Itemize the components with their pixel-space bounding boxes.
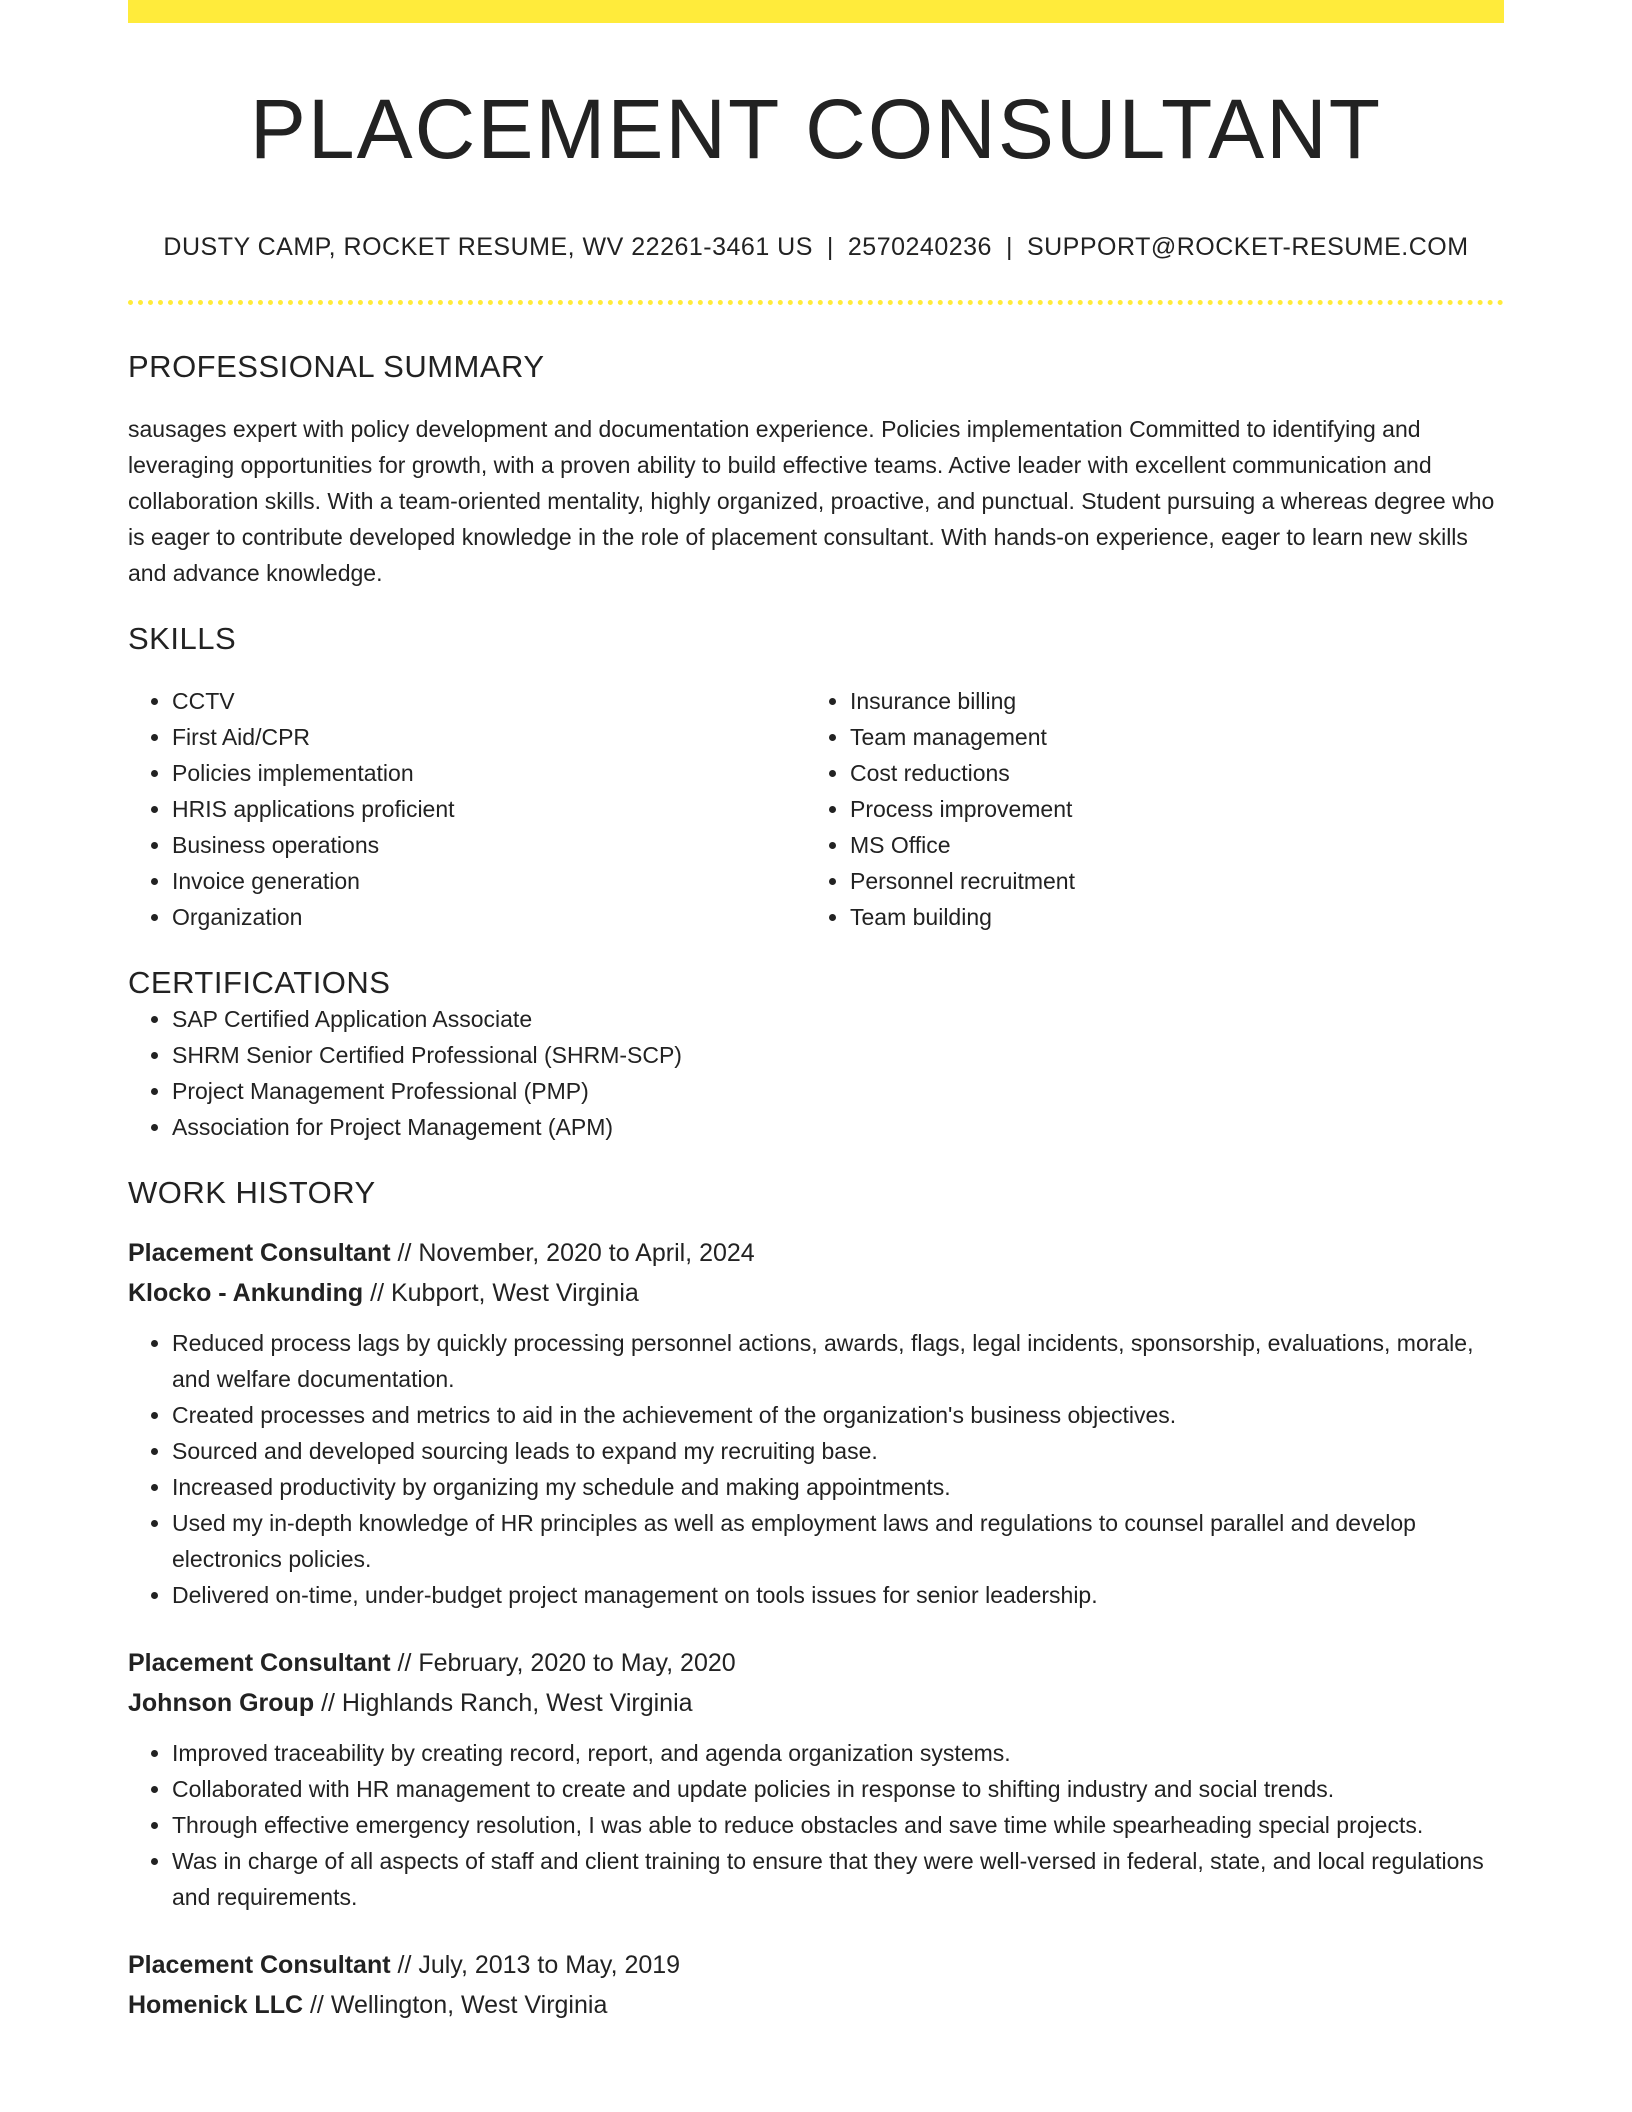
work-history-heading: WORK HISTORY [128, 1175, 376, 1211]
job-bullet: • Collaborated with HR management to create and update policies in response to shifting industry and social trends. [172, 1771, 1504, 1807]
job-dates: // November, 2020 to April, 2024 [397, 1239, 755, 1268]
skill-item: • Organization [172, 899, 806, 935]
job-bullets [128, 1735, 1504, 1915]
skill-item: • Cost reductions [850, 755, 1484, 791]
job-bullet: • Increased productivity by organizing my schedule and making appointments. [172, 1469, 1504, 1505]
skill-item: • Business operations [172, 827, 806, 863]
resume-name: PLACEMENT CONSULTANT [249, 82, 1383, 176]
top-accent-bar [128, 0, 1504, 23]
job-role: Placement Consultant [128, 1951, 391, 1980]
job-title-line [128, 1643, 1504, 1683]
job-bullet: • Through effective emergency resolution, I was able to reduce obstacles and save time while spearheading special projects. [172, 1807, 1504, 1843]
job-dates: // February, 2020 to May, 2020 [397, 1649, 736, 1678]
skills-heading: SKILLS [128, 621, 237, 657]
contact-phone: 2570240236 [847, 233, 992, 262]
job-location: // Kubport, West Virginia [370, 1279, 639, 1308]
job-entry [128, 1233, 1504, 1613]
skill-item: • Insurance billing [850, 683, 1484, 719]
certifications-heading: CERTIFICATIONS [128, 965, 391, 1001]
certifications-list [128, 1001, 1504, 1145]
job-entry [128, 1945, 1504, 2025]
job-bullet: • Was in charge of all aspects of staff and client training to ensure that they were well-versed in federal, state, and local regulations and requirements. [172, 1843, 1504, 1915]
job-bullet: • Created processes and metrics to aid in the achievement of the organization's business objectives. [172, 1397, 1504, 1433]
certification-item: • Association for Project Management (APM) [172, 1109, 1504, 1145]
certification-item: • SAP Certified Application Associate [172, 1001, 1504, 1037]
contact-address: DUSTY CAMP, ROCKET RESUME, WV 22261-3461 US [163, 233, 813, 262]
job-role: Placement Consultant [128, 1239, 391, 1268]
skills-list-left [128, 683, 806, 935]
skill-item: • Team building [850, 899, 1484, 935]
job-bullet: • Reduced process lags by quickly processing personnel actions, awards, flags, legal incidents, sponsorship, evaluations, morale, and welfare documentation. [172, 1325, 1504, 1397]
skill-item: • HRIS applications proficient [172, 791, 806, 827]
skill-item: • First Aid/CPR [172, 719, 806, 755]
job-bullet: • Delivered on-time, under-budget project management on tools issues for senior leadership. [172, 1577, 1504, 1613]
skill-item: • MS Office [850, 827, 1484, 863]
contact-email: SUPPORT@ROCKET-RESUME.COM [1026, 233, 1469, 262]
skill-item: • Policies implementation [172, 755, 806, 791]
job-company-line [128, 1985, 1504, 2025]
job-bullet: • Sourced and developed sourcing leads to expand my recruiting base. [172, 1433, 1504, 1469]
job-company: Klocko - Ankunding [128, 1279, 364, 1308]
certification-item: • Project Management Professional (PMP) [172, 1073, 1504, 1109]
job-title-line [128, 1945, 1504, 1985]
job-dates: // July, 2013 to May, 2019 [397, 1951, 681, 1980]
skills-columns [128, 683, 1504, 935]
skills-list-right [806, 683, 1484, 935]
summary-text: sausages expert with policy development and documentation experience. Policies implementation Committed to identifying and leveraging opportunities for growth, with a proven ability to build effective teams. Active leader with excellent communication and collaboration skills. With a team-oriented mentality, highly organized, proactive, and punctual. Student pursuing a whereas degree who is eager to contribute developed knowledge in the role of placement consultant. With hands-on experience, eager to learn new skills and advance knowledge. [128, 416, 1495, 587]
job-company-line [128, 1683, 1504, 1723]
job-bullet: • Used my in-depth knowledge of HR principles as well as employment laws and regulations to counsel parallel and develop electronics policies. [172, 1505, 1504, 1577]
summary-heading: PROFESSIONAL SUMMARY [128, 349, 545, 385]
job-location: // Highlands Ranch, West Virginia [321, 1689, 693, 1718]
job-bullets [128, 1325, 1504, 1613]
contact-line [128, 233, 1504, 262]
resume-content [128, 0, 1504, 2025]
skill-item: • Personnel recruitment [850, 863, 1484, 899]
job-company: Homenick LLC [128, 1991, 304, 2020]
contact-separator: | [826, 233, 834, 262]
skill-item: • Team management [850, 719, 1484, 755]
job-location: // Wellington, West Virginia [309, 1991, 608, 2020]
job-company: Johnson Group [128, 1689, 315, 1718]
job-entry [128, 1643, 1504, 1915]
skill-item: • Invoice generation [172, 863, 806, 899]
skill-item: • Process improvement [850, 791, 1484, 827]
job-company-line [128, 1273, 1504, 1313]
job-bullet: • Improved traceability by creating record, report, and agenda organization systems. [172, 1735, 1504, 1771]
job-role: Placement Consultant [128, 1649, 391, 1678]
contact-separator: | [1005, 233, 1013, 262]
dotted-divider [128, 300, 1504, 305]
certification-item: • SHRM Senior Certified Professional (SHRM-SCP) [172, 1037, 1504, 1073]
job-title-line [128, 1233, 1504, 1273]
skill-item: • CCTV [172, 683, 806, 719]
